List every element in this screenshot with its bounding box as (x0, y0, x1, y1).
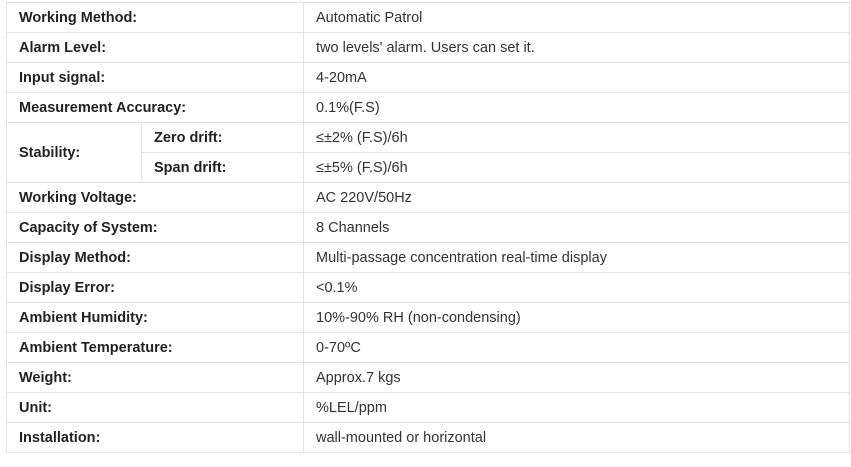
row-value: 10%-90% RH (non-condensing) (304, 303, 850, 333)
row-value: Multi-passage concentration real-time display (304, 243, 850, 273)
table-row (7, 243, 850, 273)
table-row (7, 63, 850, 93)
row-value: Approx.7 kgs (304, 363, 850, 393)
row-label-stability: Stability: (7, 123, 142, 183)
row-value: 8 Channels (304, 213, 850, 243)
row-value: <0.1% (304, 273, 850, 303)
row-label: Ambient Temperature: (7, 333, 304, 363)
row-label: Capacity of System: (7, 213, 304, 243)
table-row (7, 363, 850, 393)
table-row (7, 183, 850, 213)
row-label: Display Error: (7, 273, 304, 303)
row-value: 4-20mA (304, 63, 850, 93)
row-value: %LEL/ppm (304, 393, 850, 423)
table-row (7, 3, 850, 33)
row-label: Working Method: (7, 3, 304, 33)
row-label: Unit: (7, 393, 304, 423)
row-label: Alarm Level: (7, 33, 304, 63)
row-value: ≤±2% (F.S)/6h (304, 123, 850, 153)
table-row (7, 303, 850, 333)
row-label: Installation: (7, 423, 304, 453)
row-value: wall-mounted or horizontal (304, 423, 850, 453)
row-value: 0.1%(F.S) (304, 93, 850, 123)
specification-table (6, 2, 850, 453)
row-sublabel: Span drift: (142, 153, 304, 183)
row-value: ≤±5% (F.S)/6h (304, 153, 850, 183)
row-sublabel: Zero drift: (142, 123, 304, 153)
table-row (7, 123, 850, 153)
row-value: Automatic Patrol (304, 3, 850, 33)
row-value: AC 220V/50Hz (304, 183, 850, 213)
table-row (7, 423, 850, 453)
table-row (7, 213, 850, 243)
row-label: Display Method: (7, 243, 304, 273)
row-value: two levels' alarm. Users can set it. (304, 33, 850, 63)
table-row (7, 93, 850, 123)
table-row (7, 333, 850, 363)
row-value: 0-70ºC (304, 333, 850, 363)
row-label: Measurement Accuracy: (7, 93, 304, 123)
table-row (7, 273, 850, 303)
row-label: Weight: (7, 363, 304, 393)
row-label: Working Voltage: (7, 183, 304, 213)
row-label: Input signal: (7, 63, 304, 93)
row-label: Ambient Humidity: (7, 303, 304, 333)
specification-table-container (6, 2, 849, 453)
table-row (7, 393, 850, 423)
table-row (7, 33, 850, 63)
specification-table-body (7, 3, 850, 453)
